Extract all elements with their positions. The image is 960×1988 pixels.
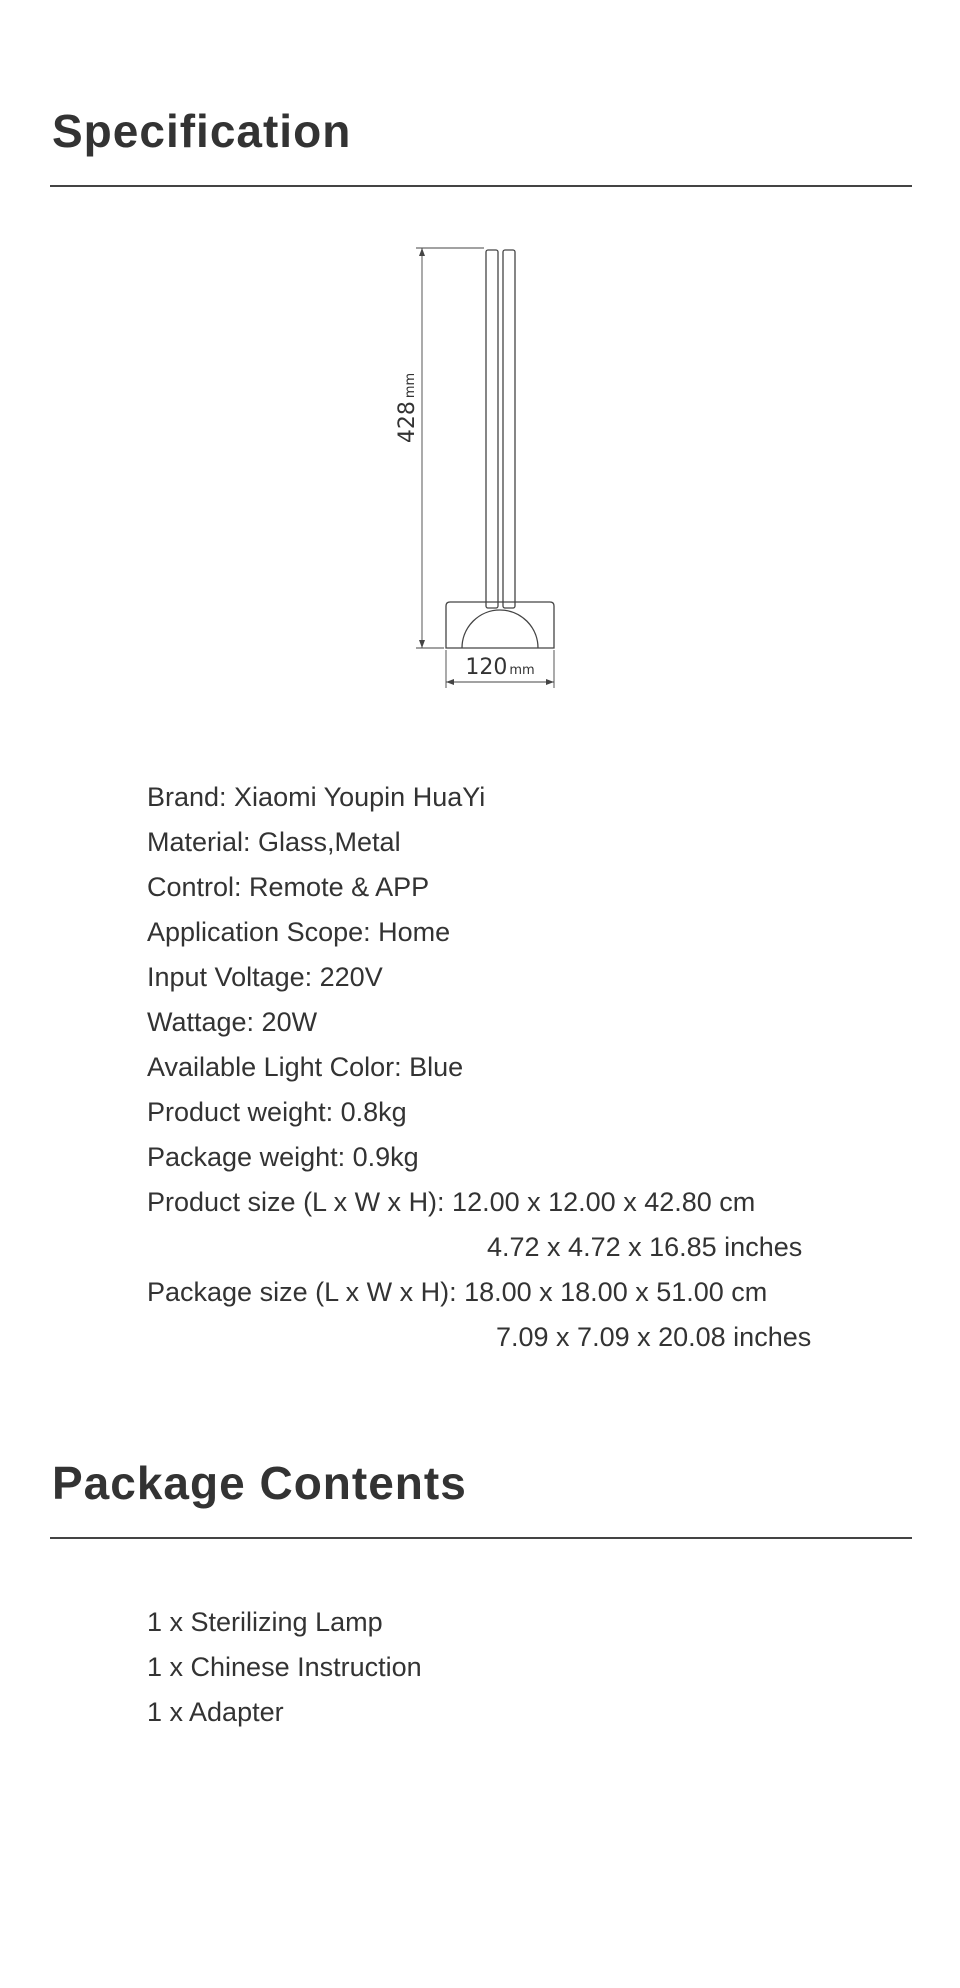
specification-heading: Specification (52, 105, 352, 157)
spec-item-product-size-inches: 4.72 x 4.72 x 16.85 inches (487, 1232, 803, 1262)
height-arrow-bottom (419, 640, 425, 648)
height-dimension-label: 428mm (395, 372, 420, 444)
specification-divider (50, 185, 912, 187)
spec-item-product-size: Product size (L x W x H): 12.00 x 12.00 x 42.80 cm (147, 1187, 756, 1217)
width-dimension-label: 120 mm (465, 655, 535, 680)
spec-item-package-size-inches: 7.09 x 7.09 x 20.08 inches (496, 1322, 812, 1352)
spec-item-product-weight: Product weight: 0.8kg (147, 1097, 407, 1127)
spec-item-input-voltage: Input Voltage: 220V (147, 962, 383, 992)
lamp-tube-left (486, 250, 498, 608)
lamp-dimension-diagram (380, 240, 580, 700)
spec-item-material: Material: Glass,Metal (147, 827, 401, 857)
package-contents-list (147, 1600, 422, 1735)
spec-item-light-color: Available Light Color: Blue (147, 1052, 464, 1082)
specification-list (147, 775, 811, 1360)
width-arrow-left (446, 679, 454, 685)
spec-item-package-size: Package size (L x W x H): 18.00 x 18.00 x 51.00 cm (147, 1277, 768, 1307)
spec-item-control: Control: Remote & APP (147, 872, 430, 902)
width-arrow-right (546, 679, 554, 685)
package-item-instruction: 1 x Chinese Instruction (147, 1652, 422, 1682)
height-arrow-top (419, 248, 425, 256)
spec-item-wattage: Wattage: 20W (147, 1007, 318, 1037)
lamp-tube-right (503, 250, 515, 608)
spec-item-brand: Brand: Xiaomi Youpin HuaYi (147, 782, 486, 812)
spec-item-application-scope: Application Scope: Home (147, 917, 451, 947)
package-item-lamp: 1 x Sterilizing Lamp (147, 1607, 383, 1637)
lamp-drawing (380, 240, 580, 700)
package-item-adapter: 1 x Adapter (147, 1697, 284, 1727)
lamp-base-arch (462, 610, 538, 648)
package-contents-divider (50, 1537, 912, 1539)
spec-item-package-weight: Package weight: 0.9kg (147, 1142, 419, 1172)
package-contents-heading: Package Contents (52, 1457, 467, 1509)
